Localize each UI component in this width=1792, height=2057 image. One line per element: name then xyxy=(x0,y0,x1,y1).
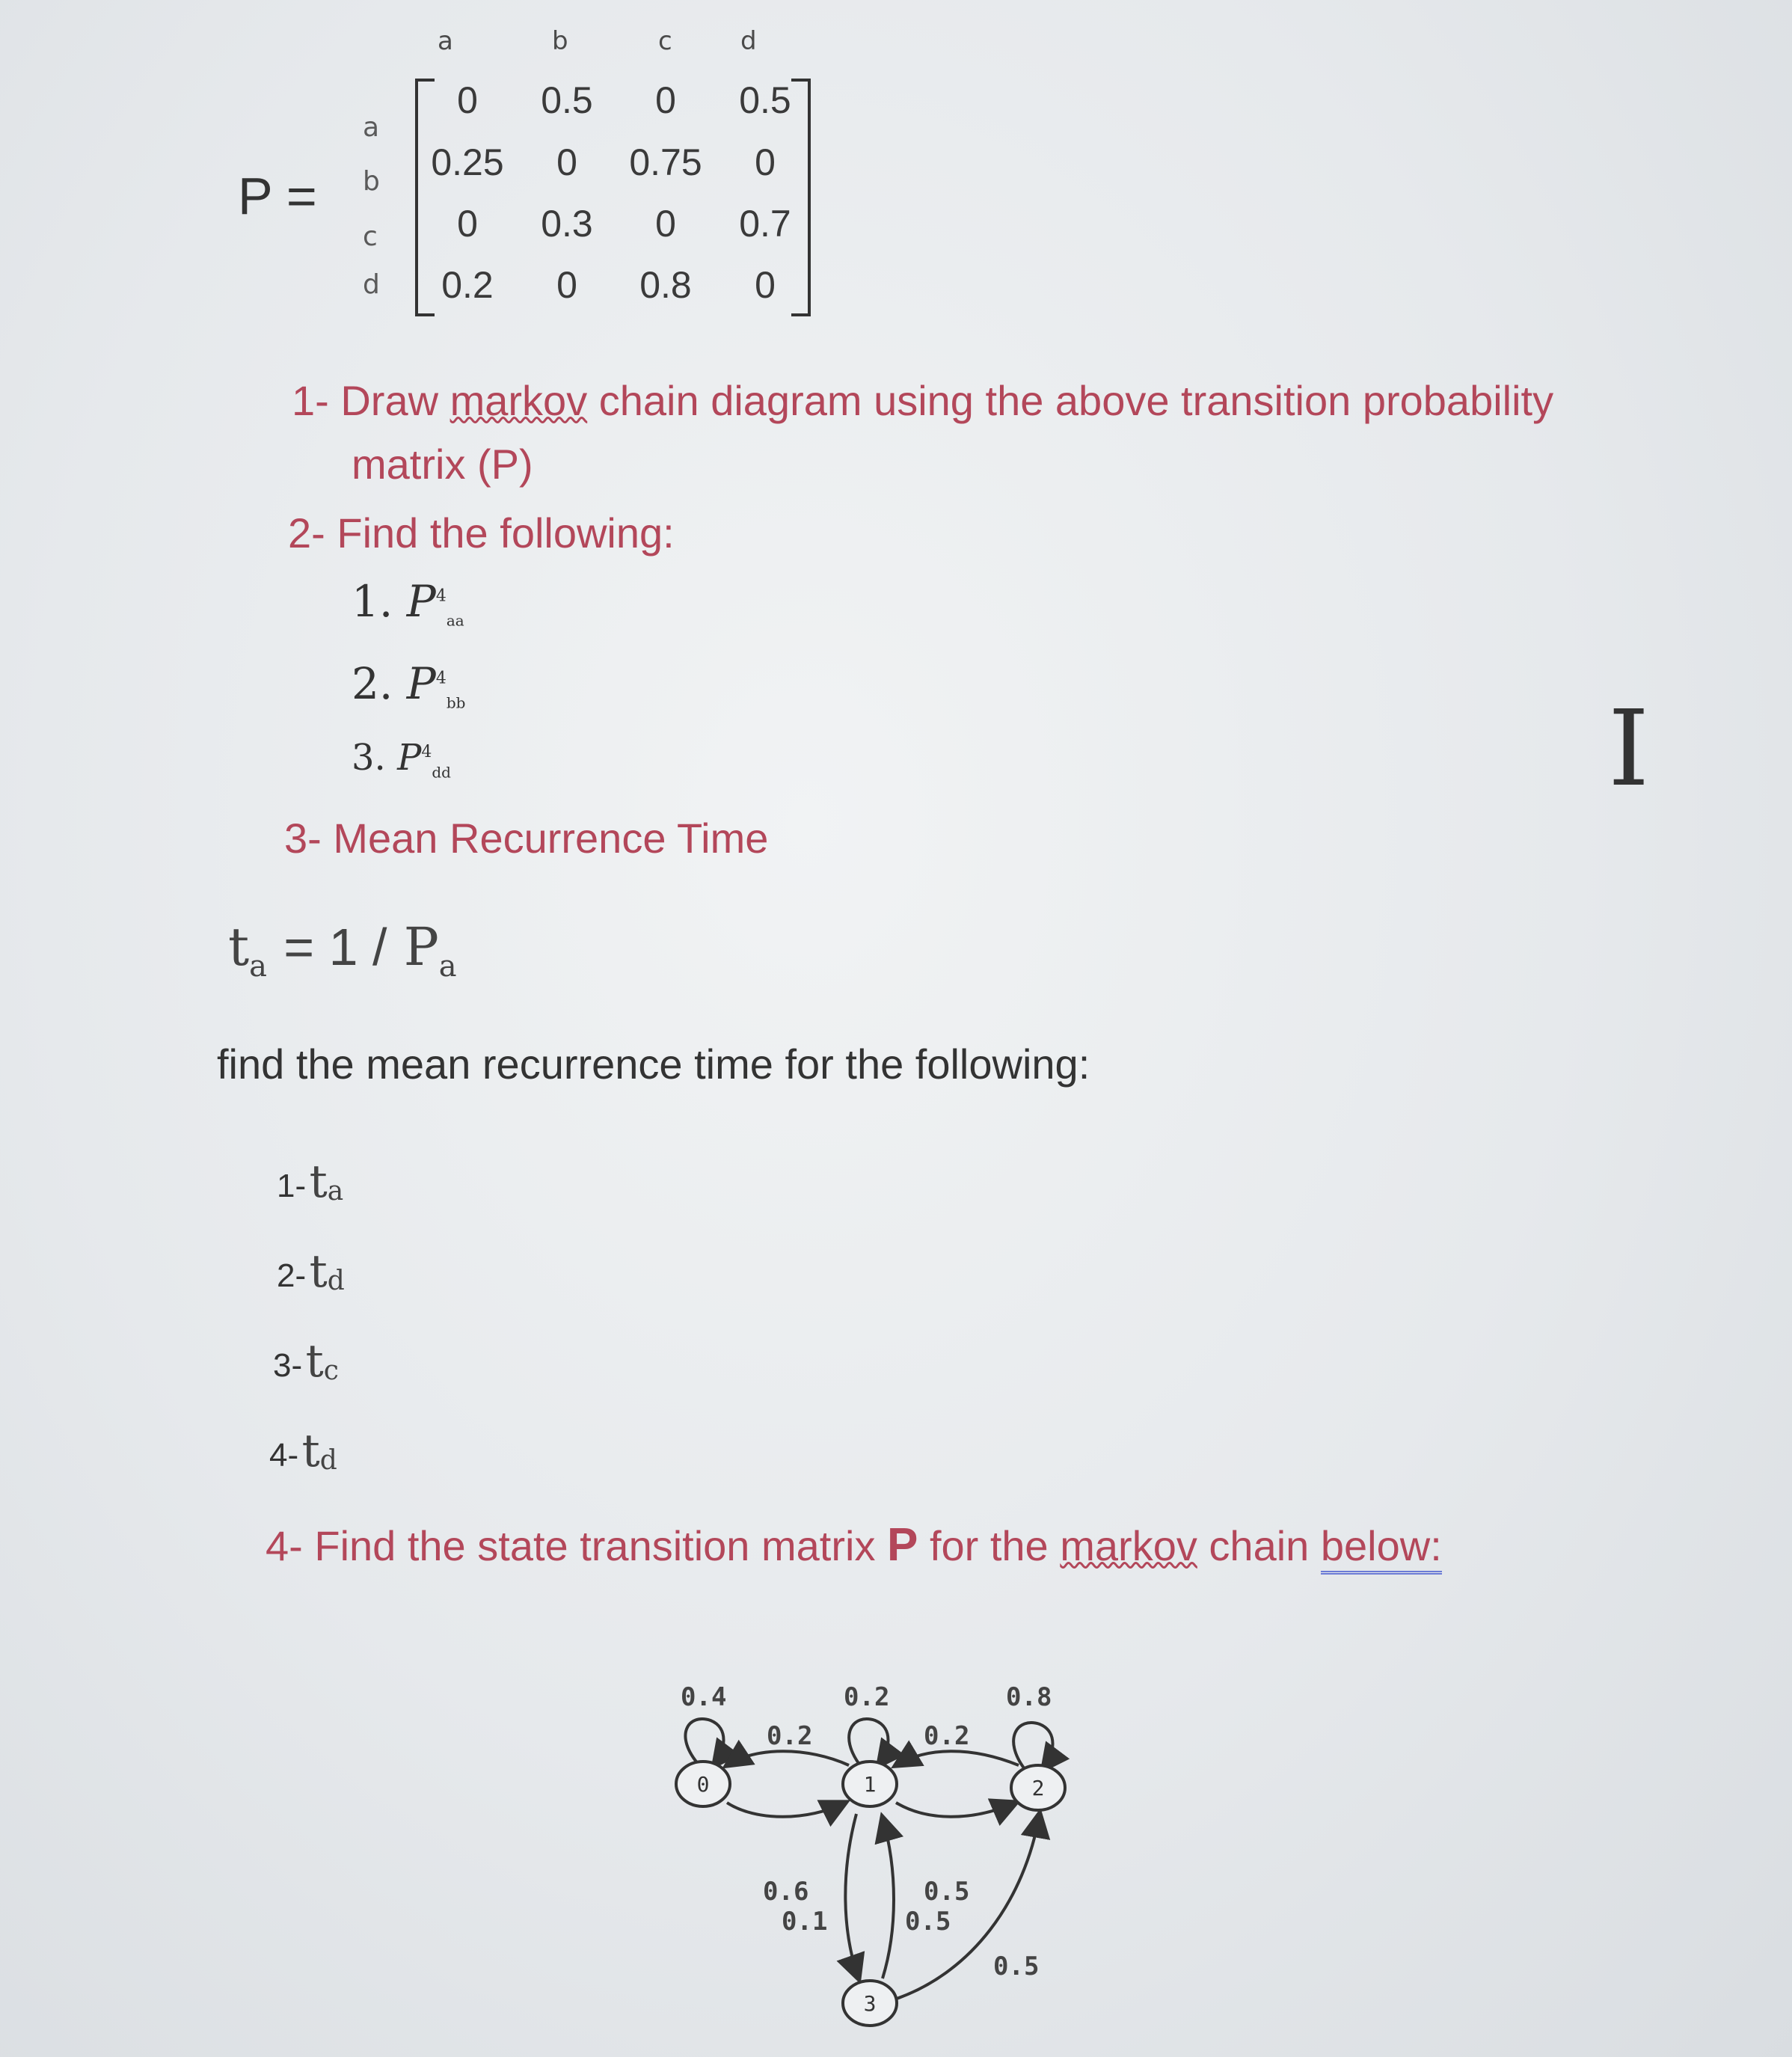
row-label-a: a xyxy=(363,112,380,143)
matrix-label: P = xyxy=(238,167,317,225)
col-header-d: d xyxy=(740,26,757,56)
task-4-text-mid: for the xyxy=(929,1522,1049,1569)
task-4-number: 4- xyxy=(266,1522,303,1569)
edge-0-to-1 xyxy=(727,1803,845,1817)
prob-symbol: P xyxy=(406,576,436,627)
item-number: 1- xyxy=(277,1168,307,1204)
self-loop-0 xyxy=(685,1719,723,1765)
edge-label: 0.5 xyxy=(924,1877,970,1907)
formula-equals: = 1 / xyxy=(283,918,387,976)
prob-symbol: P xyxy=(397,737,422,779)
task-1-text-pre: Draw xyxy=(340,377,439,424)
self-loop-1 xyxy=(849,1719,888,1765)
formula-lhs-sub: a xyxy=(249,949,267,984)
state-label-1: 1 xyxy=(863,1772,877,1797)
edge-label: 0.2 xyxy=(924,1721,970,1751)
edge-2-to-1 xyxy=(896,1751,1019,1765)
task-4-text-post: chain xyxy=(1209,1522,1310,1569)
t-item-1 xyxy=(277,1156,343,1208)
task-1-line-2: matrix (P) xyxy=(352,441,533,488)
edge-label: 0.2 xyxy=(844,1682,890,1712)
matrix-cell: 0.75 xyxy=(629,141,702,183)
state-label-3: 3 xyxy=(863,1991,877,2016)
recurrence-formula xyxy=(228,916,457,984)
edge-label: 0.8 xyxy=(1006,1682,1052,1712)
item-number: 3. xyxy=(352,737,386,779)
t-item-4 xyxy=(269,1425,337,1477)
matrix-cell: 0.7 xyxy=(739,203,791,245)
task-4-bold-p: P xyxy=(887,1519,918,1571)
t-state: c xyxy=(323,1355,339,1387)
row-label-c: c xyxy=(363,221,378,252)
task-2-number: 2- xyxy=(288,509,325,557)
edge-label: 0.5 xyxy=(993,1952,1040,1981)
edge-label: 0.6 xyxy=(763,1877,809,1907)
row-label-b: b xyxy=(363,166,380,197)
find-instruction: find the mean recurrence time for the following: xyxy=(217,1040,1090,1088)
text-cursor-icon: I xyxy=(1608,688,1650,810)
task-2 xyxy=(288,503,675,564)
item-number: 2. xyxy=(352,658,393,709)
matrix-cell: 0 xyxy=(755,141,776,183)
task-2-item-2 xyxy=(352,658,465,712)
item-number: 3- xyxy=(273,1347,303,1384)
formula-lhs: t xyxy=(228,916,250,978)
t-symbol: t xyxy=(301,1425,320,1477)
prob-symbol: P xyxy=(406,658,436,709)
matrix-cell: 0 xyxy=(755,264,776,306)
edge-1-to-2 xyxy=(896,1803,1016,1817)
edge-3-to-1 xyxy=(883,1818,894,1978)
task-3-number: 3- xyxy=(284,815,322,862)
matrix-cell: 0.8 xyxy=(639,264,692,306)
item-number: 2- xyxy=(277,1257,307,1294)
t-symbol: t xyxy=(309,1156,328,1208)
task-4-text-pre: Find the state transition matrix xyxy=(314,1522,876,1569)
t-item-3 xyxy=(273,1335,339,1388)
edge-1-to-0 xyxy=(727,1751,849,1765)
col-header-a: a xyxy=(438,26,453,56)
item-number: 1. xyxy=(352,576,393,627)
prob-state: dd xyxy=(432,763,451,782)
t-symbol: t xyxy=(309,1245,328,1298)
self-loop-2 xyxy=(1013,1723,1052,1769)
edge-label: 0.2 xyxy=(767,1721,813,1751)
task-1-number: 1- xyxy=(292,377,329,424)
prob-state: bb xyxy=(446,693,466,712)
matrix-cell: 0 xyxy=(457,203,478,245)
matrix-cell: 0.5 xyxy=(541,79,593,121)
task-1-text-post: chain diagram using the above transition probability xyxy=(598,377,1554,424)
matrix-cell: 0 xyxy=(655,203,676,245)
matrix-cell: 0.25 xyxy=(431,141,504,183)
row-label-d: d xyxy=(363,269,380,300)
task-2-item-3 xyxy=(352,737,451,782)
matrix-cell: 0.3 xyxy=(541,203,593,245)
prob-state: aa xyxy=(446,611,464,630)
item-number: 4- xyxy=(269,1437,299,1474)
matrix-cell: 0 xyxy=(655,79,676,121)
state-label-0: 0 xyxy=(696,1772,710,1797)
markov-chain-diagram xyxy=(658,1676,1077,2035)
col-header-c: c xyxy=(658,26,672,56)
task-2-text: Find the following: xyxy=(337,509,675,557)
edge-label: 0.4 xyxy=(681,1682,727,1712)
formula-rhs-sub: a xyxy=(438,949,457,984)
task-3 xyxy=(284,808,768,869)
task-3-text: Mean Recurrence Time xyxy=(333,815,769,862)
prob-power: 4 xyxy=(435,586,447,606)
task-4-colon: : xyxy=(1430,1522,1442,1575)
t-item-2 xyxy=(277,1245,345,1298)
task-4-misspelled-word[interactable]: markov xyxy=(1060,1522,1197,1569)
state-label-2: 2 xyxy=(1031,1776,1045,1800)
t-state: d xyxy=(327,1266,345,1297)
task-4 xyxy=(266,1515,1442,1577)
matrix-cell: 0 xyxy=(457,79,478,121)
col-header-b: b xyxy=(552,26,568,56)
edge-1-to-3 xyxy=(845,1814,859,1978)
matrix-cell: 0.2 xyxy=(441,264,494,306)
t-state: a xyxy=(327,1176,344,1207)
t-symbol: t xyxy=(305,1335,324,1388)
prob-power: 4 xyxy=(435,669,447,688)
matrix-cell: 0 xyxy=(556,141,577,183)
task-1-misspelled-word[interactable]: markov xyxy=(449,377,588,424)
matrix-cell: 0.5 xyxy=(739,79,791,121)
formula-rhs: P xyxy=(403,916,439,978)
prob-power: 4 xyxy=(421,743,432,761)
edge-label: 0.5 xyxy=(905,1907,951,1937)
matrix-cell: 0 xyxy=(556,264,577,306)
task-2-item-1 xyxy=(352,576,464,630)
task-1 xyxy=(292,370,1553,432)
edge-label: 0.1 xyxy=(782,1907,828,1937)
t-state: d xyxy=(319,1445,337,1477)
task-4-underlined-word[interactable]: below xyxy=(1321,1522,1430,1575)
